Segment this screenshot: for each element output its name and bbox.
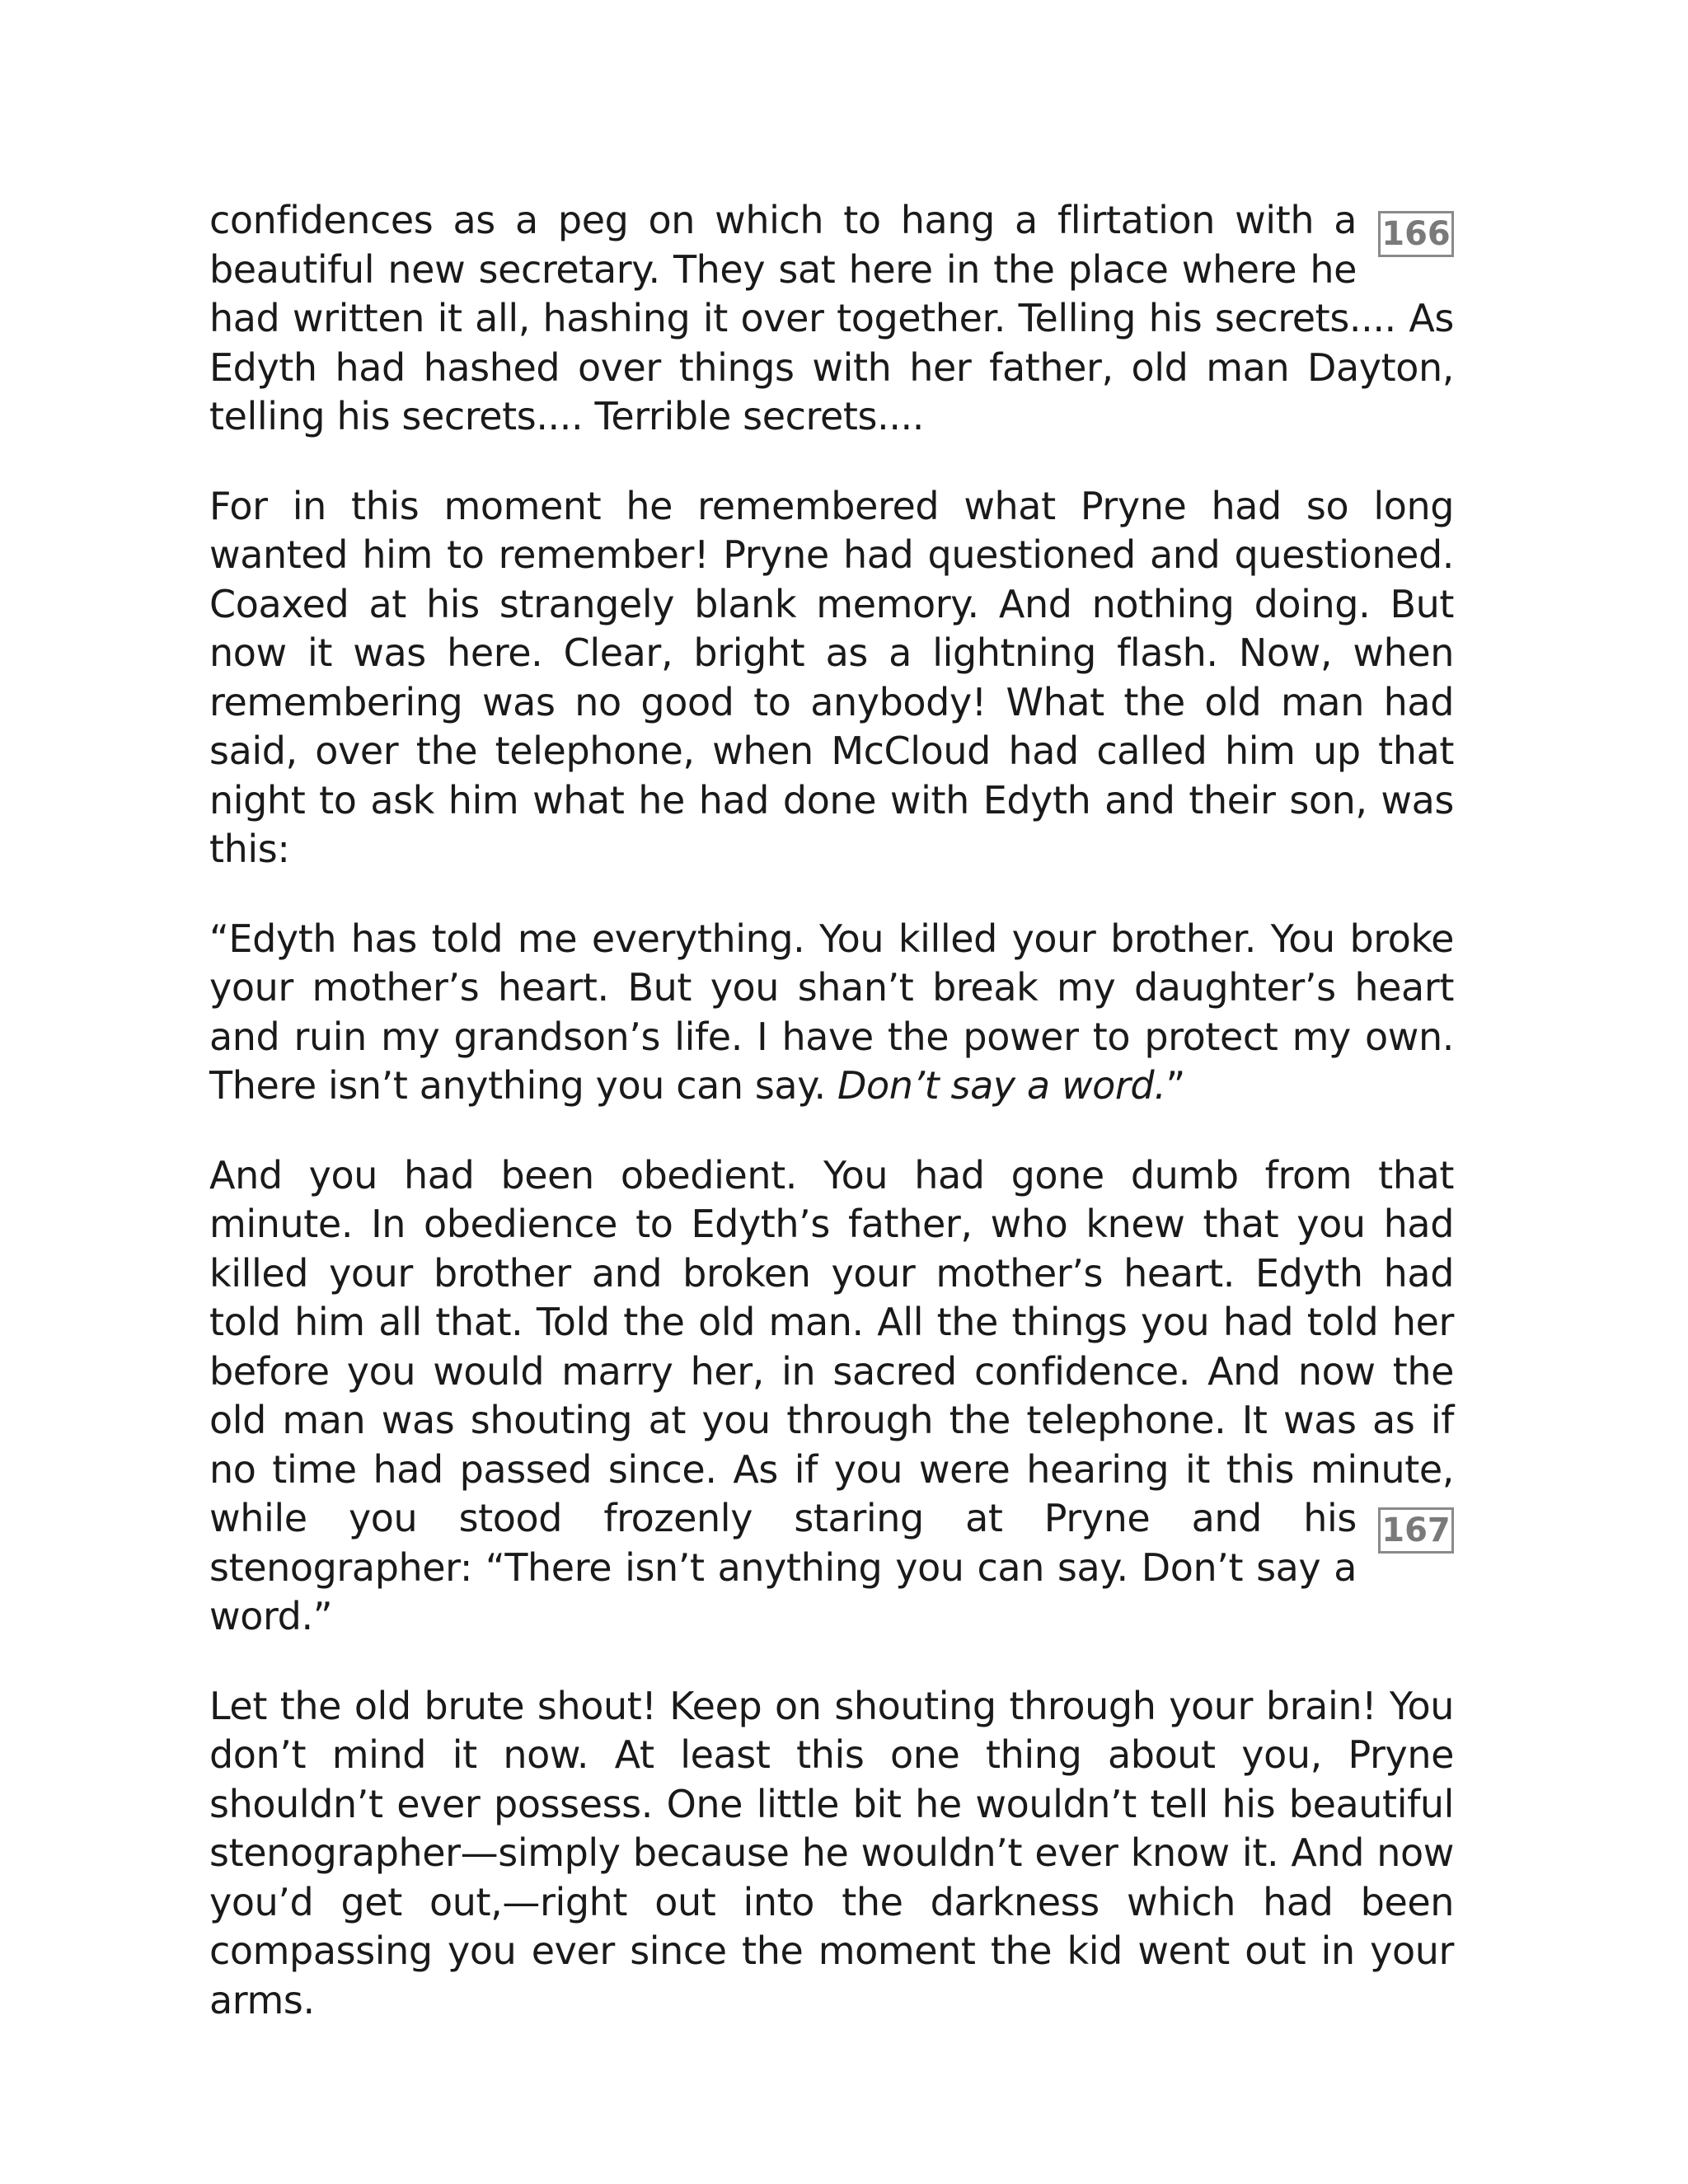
page-number-167: 167: [1378, 1507, 1454, 1554]
page-body: [209, 196, 1454, 2025]
paragraph-3-text: “Edyth has told me everything. You killed your brother. You broke your mother’s heart. But you shan’t break my daughter’s heart and ruin my grandson’s life. I have the power to protect my own. There isn’t anything you can say.: [209, 916, 1454, 1108]
paragraph-4-text-a: And you had been obedient. You had gone dumb from that minute. In obedience to Edyth’s father, who knew that you had killed your brother and broken your mother’s heart. Edyth had told him all that. Told the old man. All the things you had told her before you would marry her, in sacred confidence. And now the old man was shouting at you through the telephone. It was as if no time had passed since. As if you were hearing it this minute, while you stood frozenly: [209, 1152, 1454, 1540]
paragraph-1: [209, 196, 1454, 442]
paragraph-5: Let the old brute shout! Keep on shouting through your brain! You don’t mind it now. At least this one thing about you, Pryne shouldn’t ever possess. One little bit he wouldn’t tell his beautiful stenographer—simply because he wouldn’t ever know it. And now you’d get out,—right out into the darkness which had been compassing you ever since the moment the kid went out in your arms.: [209, 1683, 1454, 2022]
paragraph-2: For in this moment he remembered what Pryne had so long wanted him to remember! Pryne had questioned and questioned. Coaxed at his strangely blank memory. And nothing doing. But now it was here. Clear, bright as a lightning flash. Now, when remembering was no good to anybody! What the old man had said, over the telephone, when McCloud had called him up that night to ask him what he had done with Edyth and their son, was this:: [209, 483, 1454, 871]
paragraph-4-text-b: staring at Pryne and his stenographer: “There isn’t anything you can say. Don’t say a word.”: [209, 1496, 1357, 1638]
paragraph-3-italic: Don’t say a word.: [837, 1063, 1166, 1108]
paragraph-1-text: confidences as a peg on which to hang a flirtation with a beautiful new secretary. They sat here in the place where he had written it all, hashing it over together. Telling his secrets.... As Edyth had hashed over things with her father, old man Dayton, telling his secrets.... Terrible secrets....: [209, 198, 1454, 438]
paragraph-3-closing-quote: ”: [1165, 1063, 1185, 1108]
page-number-166: 166: [1378, 211, 1454, 257]
paragraph-3: [209, 915, 1454, 1111]
paragraph-4: [209, 1151, 1454, 1642]
